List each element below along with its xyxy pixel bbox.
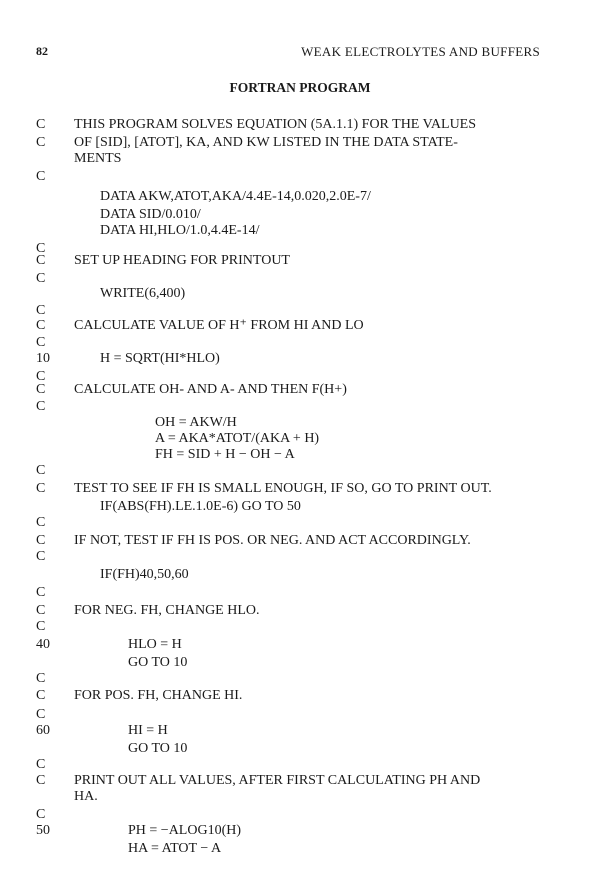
line-label: C <box>36 671 46 686</box>
line-text: IF NOT, TEST IF FH IS POS. OR NEG. AND ACT ACCORDINGLY. <box>74 533 471 548</box>
line-text: GO TO 10 <box>128 741 188 756</box>
line-label: C <box>36 773 46 788</box>
line-label: C <box>36 117 46 132</box>
line-text: HI = H <box>128 723 168 738</box>
line-text: IF(FH)40,50,60 <box>100 567 189 582</box>
line-label: C <box>36 585 46 600</box>
line-label: C <box>36 369 46 384</box>
line-label: C <box>36 533 46 548</box>
line-label: C <box>36 603 46 618</box>
line-text: CALCULATE VALUE OF H⁺ FROM HI AND LO <box>74 318 364 333</box>
line-label: C <box>36 515 46 530</box>
line-text: HA = ATOT − A <box>128 841 222 856</box>
line-label: C <box>36 135 46 150</box>
line-label: C <box>36 241 46 256</box>
line-text: FOR NEG. FH, CHANGE HLO. <box>74 603 260 618</box>
line-text: DATA HI,HLO/1.0,4.4E-14/ <box>100 223 260 238</box>
line-label: 40 <box>36 637 50 652</box>
line-label: C <box>36 463 46 478</box>
page-number: 82 <box>36 44 48 58</box>
line-text: PH = −ALOG10(H) <box>128 823 242 838</box>
line-label: C <box>36 169 46 184</box>
line-label: C <box>36 303 46 318</box>
line-label: C <box>36 271 46 286</box>
line-text: PRINT OUT ALL VALUES, AFTER FIRST CALCULATING PH AND <box>74 773 481 788</box>
line-text: FH = SID + H − OH − A <box>155 447 295 462</box>
line-label: C <box>36 807 46 822</box>
line-text: DATA AKW,ATOT,AKA/4.4E-14,0.020,2.0E-7/ <box>100 189 371 204</box>
line-label: C <box>36 549 46 564</box>
line-label: C <box>36 707 46 722</box>
line-text: OF [SID], [ATOT], KA, AND KW LISTED IN THE DATA STATE- <box>74 135 458 150</box>
line-text: THIS PROGRAM SOLVES EQUATION (5A.1.1) FOR THE VALUES <box>74 117 477 132</box>
line-text: H = SQRT(HI*HLO) <box>100 351 220 366</box>
line-text: GO TO 10 <box>128 655 188 670</box>
line-text: OH = AKW/H <box>155 415 237 430</box>
line-text: DATA SID/0.010/ <box>100 207 201 222</box>
line-label: C <box>36 619 46 634</box>
line-text: HA. <box>74 789 98 804</box>
line-label: C <box>36 481 46 496</box>
line-text: SET UP HEADING FOR PRINTOUT <box>74 253 290 268</box>
line-text: TEST TO SEE IF FH IS SMALL ENOUGH, IF SO, GO TO PRINT OUT. <box>74 481 492 496</box>
program-title: FORTRAN PROGRAM <box>229 80 371 95</box>
running-title: WEAK ELECTROLYTES AND BUFFERS <box>301 44 540 59</box>
line-label: C <box>36 399 46 414</box>
line-label: C <box>36 688 46 703</box>
line-label: 10 <box>36 351 50 366</box>
line-text: FOR POS. FH, CHANGE HI. <box>74 688 243 703</box>
line-label: C <box>36 757 46 772</box>
line-text: WRITE(6,400) <box>100 286 186 301</box>
line-label: C <box>36 382 46 397</box>
line-text: CALCULATE OH- AND A- AND THEN F(H+) <box>74 382 347 397</box>
line-text: MENTS <box>74 151 122 166</box>
line-label: 50 <box>36 823 50 838</box>
line-text: IF(ABS(FH).LE.1.0E-6) GO TO 50 <box>100 499 301 514</box>
line-label: C <box>36 335 46 350</box>
line-label: C <box>36 318 46 333</box>
line-text: HLO = H <box>128 637 182 652</box>
line-text: A = AKA*ATOT/(AKA + H) <box>155 431 320 446</box>
line-label: 60 <box>36 723 50 738</box>
line-label: C <box>36 253 46 268</box>
